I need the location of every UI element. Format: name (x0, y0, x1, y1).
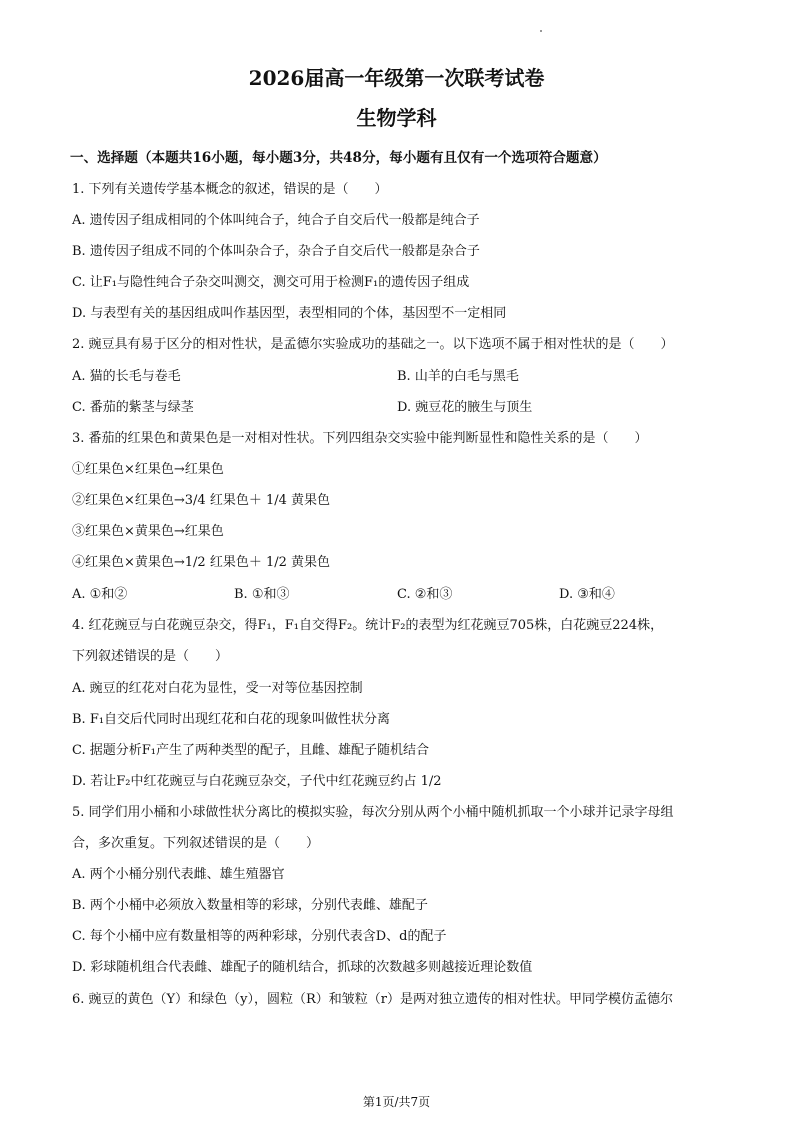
question-2-option-c: C. 番茄的紫茎与绿茎 (72, 400, 194, 415)
question-1-stem: 1. 下列有关遗传学基本概念的叙述，错误的是（ ） (72, 182, 388, 197)
question-3-option-a: A. ①和② (72, 587, 128, 602)
question-5-option-a: A. 两个小桶分别代表雌、雄生殖器官 (72, 867, 285, 882)
question-1-option-b: B. 遗传因子组成不同的个体叫杂合子，杂合子自交后代一般都是杂合子 (72, 244, 480, 259)
question-3-option-b: B. ①和③ (234, 587, 290, 602)
question-5-stem-line-2: 合，多次重复。下列叙述错误的是（ ） (72, 836, 320, 851)
question-1-option-a: A. 遗传因子组成相同的个体叫纯合子，纯合子自交后代一般都是纯合子 (72, 213, 480, 228)
question-4-stem-line-1: 4. 红花豌豆与白花豌豆杂交，得F₁，F₁自交得F₂。统计F₂的表型为红花豌豆705株，白花豌豆224株， (72, 618, 664, 633)
question-3-item-1: ①红果色×红果色→红果色 (72, 462, 224, 477)
page-number: 第1页/共7页 (362, 1095, 431, 1109)
question-3-item-2: ②红果色×红果色→3/4 红果色＋ 1/4 黄果色 (72, 493, 331, 508)
question-5-stem-line-1: 5. 同学们用小桶和小球做性状分离比的模拟实验，每次分别从两个小桶中随机抓取一个小球并记录字母组 (72, 805, 674, 820)
question-3-option-d: D. ③和④ (559, 587, 615, 602)
section-heading-choice: 一、选择题（本题共16小题，每小题3分，共48分，每小题有且仅有一个选项符合题意） (70, 150, 607, 166)
question-4-option-b: B. F₁自交后代同时出现红花和白花的现象叫做性状分离 (72, 712, 391, 727)
scan-dot (540, 30, 542, 32)
question-5-option-c: C. 每个小桶中应有数量相等的两种彩球，分别代表含D、d的配子 (72, 929, 447, 944)
question-3-item-4: ④红果色×黄果色→1/2 红果色＋ 1/2 黄果色 (72, 555, 331, 570)
exam-title: 2026届高一年级第一次联考试卷 (248, 66, 545, 90)
question-2-option-d: D. 豌豆花的腋生与顶生 (397, 400, 533, 415)
question-2-option-b: B. 山羊的白毛与黑毛 (397, 369, 519, 384)
question-4-stem-line-2: 下列叙述错误的是（ ） (72, 649, 229, 664)
question-4-option-a: A. 豌豆的红花对白花为显性，受一对等位基因控制 (72, 681, 363, 696)
question-3-option-c: C. ②和③ (397, 587, 453, 602)
question-1-option-c: C. 让F₁与隐性纯合子杂交叫测交，测交可用于检测F₁的遗传因子组成 (72, 275, 470, 290)
question-4-option-d: D. 若让F₂中红花豌豆与白花豌豆杂交，子代中红花豌豆约占 1/2 (72, 774, 442, 789)
question-3-stem: 3. 番茄的红果色和黄果色是一对相对性状。下列四组杂交实验中能判断显性和隐性关系的是（ ） (72, 431, 648, 446)
question-3-item-3: ③红果色×黄果色→红果色 (72, 524, 224, 539)
question-5-option-b: B. 两个小桶中必须放入数量相等的彩球，分别代表雌、雄配子 (72, 898, 428, 913)
question-5-option-d: D. 彩球随机组合代表雌、雄配子的随机结合，抓球的次数越多则越接近理论数值 (72, 960, 533, 975)
subject-title: 生物学科 (356, 106, 437, 130)
question-6-stem-line-1: 6. 豌豆的黄色（Y）和绿色（y），圆粒（R）和皱粒（r）是两对独立遗传的相对性状。甲同学模仿孟德尔 (72, 992, 673, 1007)
question-2-stem: 2. 豌豆具有易于区分的相对性状，是孟德尔实验成功的基础之一。以下选项不属于相对性状的是（ ） (72, 337, 674, 352)
question-1-option-d: D. 与表型有关的基因组成叫作基因型，表型相同的个体，基因型不一定相同 (72, 306, 507, 321)
question-2-option-a: A. 猫的长毛与卷毛 (72, 369, 181, 384)
question-4-option-c: C. 据题分析F₁产生了两种类型的配子，且雌、雄配子随机结合 (72, 743, 429, 758)
